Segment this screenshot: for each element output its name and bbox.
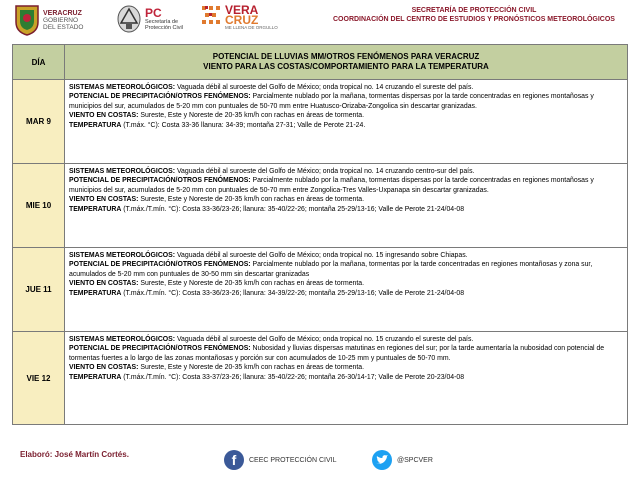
logo1-title: VERACRUZ: [43, 9, 82, 17]
wind-label: VIENTO EN COSTAS:: [69, 196, 139, 204]
row-day: MAR 9: [13, 80, 65, 163]
logo3-line1: VERA: [225, 2, 259, 17]
row-day: MIE 10: [13, 164, 65, 247]
column-header-day: DÍA: [13, 45, 65, 79]
table-row: [13, 80, 627, 164]
organization-title: [324, 6, 624, 24]
systems-text: Vaguada débil al suroeste del Golfo de México; onda tropical no. 15 ingresando sobre Chiapas.: [175, 252, 468, 259]
precip-label: POTENCIAL DE PRECIPITACIÓN/OTROS FENÓMENOS:: [69, 345, 251, 353]
civil-protection-icon: [116, 4, 142, 34]
wind-text: Sureste, Este y Noreste de 20-35 km/h con rachas en áreas de tormenta.: [138, 196, 365, 204]
precip-label: POTENCIAL DE PRECIPITACIÓN/OTROS FENÓMENOS:: [69, 93, 251, 101]
org-line2: COORDINACIÓN DEL CENTRO DE ESTUDIOS Y PRONÓSTICOS METEOROLÓGICOS: [333, 16, 615, 23]
table-row: [13, 164, 627, 248]
row-forecast: [65, 248, 627, 331]
precip-label: POTENCIAL DE PRECIPITACIÓN/OTROS FENÓMENOS:: [69, 177, 251, 185]
table-row: [13, 332, 627, 424]
precip-text: Parcialmente nublado por la mañana, tormentas dispersas por la tarde concentradas en regiones montañosas y municipios del sur, acumulados de 5-20 mm con puntuales de 50-70 mm entre Huatusco-Orizaba-Zongolica sin descartar granizadas.: [69, 93, 594, 110]
table-title-line1: POTENCIAL DE LLUVIAS MM/OTROS FENÓMENOS PARA VERACRUZ: [212, 52, 480, 61]
wind-text: Sureste, Este y Noreste de 20-35 km/h con rachas en áreas de tormenta.: [138, 364, 365, 372]
table-row: [13, 248, 627, 332]
forecast-table: [12, 44, 628, 425]
facebook-label: CEEC PROTECCIÓN CIVIL: [249, 456, 337, 464]
logo2-line2: Secretaría de: [145, 19, 179, 25]
vera-emblem-icon: [200, 4, 222, 30]
systems-label: SISTEMAS METEOROLÓGICOS:: [69, 252, 176, 259]
temp-text: (T.máx./T.mín. °C): Costa 33-36/23-26; llanura: 35-40/22-26; montaña 25-29/13-16; Valle de Perote 21-24/04-08: [121, 205, 465, 213]
precip-label: POTENCIAL DE PRECIPITACIÓN/OTROS FENÓMENOS:: [69, 261, 251, 269]
row-day: VIE 12: [13, 332, 65, 424]
precip-text: Parcialmente nublado por la mañana, tormentas dispersas por la tarde concentradas en regiones montañosas y municipios del sur, acumulados de 5-20 mm con puntuales de 50-70 mm entre Zongolica-Tres Valles-Uxpanapa sin descartar granizadas.: [69, 177, 594, 194]
precip-text: Nubosidad y lluvias dispersas matutinas en regiones del sur; por la tarde aumentaría la nubosidad con potencial de tormentas fuertes a lo largo de las zonas montañosas y porción sur con acumulados de 10-25 mm y puntuales de 50-70 mm.: [69, 345, 605, 362]
systems-text: Vaguada débil al suroeste del Golfo de México; onda tropical no. 14 cruzando el sureste del país.: [175, 84, 474, 91]
wind-text: Sureste, Este y Noreste de 20-35 km/h con rachas en áreas de tormenta.: [138, 112, 365, 120]
logo-veracruz-orgullo: [200, 4, 278, 30]
author-credit: Elaboró: José Martín Cortés.: [20, 450, 129, 459]
temp-text: (T.máx./T.mín. °C): Costa 33-37/23-26; llanura: 35-40/22-26; montaña 26-30/14-17; Valle de Perote 20-23/04-08: [121, 373, 465, 381]
logo3-line3: ME LLENA DE ORGULLO: [225, 24, 278, 30]
row-forecast: [65, 80, 627, 163]
logo-proteccion-civil: [116, 4, 183, 34]
state-shield-icon: [14, 4, 40, 36]
logo1-line2: GOBIERNO: [43, 16, 79, 24]
logo2-line3: Protección Civil: [145, 25, 183, 31]
facebook-icon: f: [224, 450, 244, 470]
temp-label: TEMPERATURA: [69, 205, 122, 213]
logo3-line2: CRUZ: [225, 12, 259, 27]
column-header-forecast: [65, 45, 627, 79]
row-day: JUE 11: [13, 248, 65, 331]
logo-gobierno-veracruz: [14, 4, 83, 36]
systems-label: SISTEMAS METEOROLÓGICOS:: [69, 168, 176, 175]
wind-label: VIENTO EN COSTAS:: [69, 112, 139, 120]
temp-label: TEMPERATURA: [69, 121, 122, 129]
twitter-bird-icon: [372, 450, 392, 470]
page-footer: [0, 438, 640, 480]
row-forecast: [65, 164, 627, 247]
systems-text: Vaguada débil al suroeste del Golfo de México; onda tropical no. 15 cruzando el sureste del país.: [175, 336, 474, 343]
systems-text: Vaguada débil al suroeste del Golfo de México; onda tropical no. 14 cruzando centro-sur del país.: [175, 168, 475, 175]
row-forecast: [65, 332, 627, 424]
temp-text: (T.máx./T.mín. °C): Costa 33-36/23-26; llanura: 34-39/22-26; montaña 25-29/13-16; Valle de Perote 21-24/04-08: [121, 289, 465, 297]
facebook-link[interactable]: [224, 450, 337, 470]
wind-label: VIENTO EN COSTAS:: [69, 364, 139, 372]
temp-text: (T.máx. °C): Costa 33-36 llanura: 34-39; montaña 27-31; Valle de Perote 21-24.: [121, 121, 366, 129]
page-header: [0, 0, 640, 44]
twitter-label: @SPCVER: [397, 456, 433, 464]
wind-label: VIENTO EN COSTAS:: [69, 280, 139, 288]
systems-label: SISTEMAS METEOROLÓGICOS:: [69, 84, 176, 91]
wind-text: Sureste, Este y Noreste de 20-35 km/h con rachas en áreas de tormenta.: [138, 280, 365, 288]
systems-label: SISTEMAS METEOROLÓGICOS:: [69, 336, 176, 343]
table-header: [13, 45, 627, 80]
precip-text: Parcialmente nublado por la mañana, tormentas por la tarde concentradas en regiones montañosas y zona sur, acumulados de 5-20 mm con puntuales de 30-50 mm sin descartar granizadas: [69, 261, 593, 278]
org-line1: SECRETARÍA DE PROTECCIÓN CIVIL: [411, 7, 537, 14]
temp-label: TEMPERATURA: [69, 373, 122, 381]
table-title-line2: VIENTO PARA LAS COSTAS/COMPORTAMIENTO PARA LA TEMPERATURA: [203, 62, 489, 71]
logo2-title: PC: [145, 6, 162, 20]
twitter-link[interactable]: [372, 450, 433, 470]
temp-label: TEMPERATURA: [69, 289, 122, 297]
logo1-line3: DEL ESTADO: [43, 23, 84, 31]
